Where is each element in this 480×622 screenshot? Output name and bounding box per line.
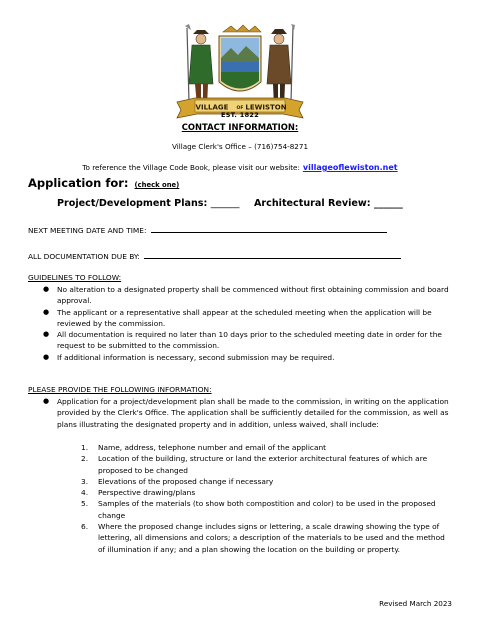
requirement-item: 4. Perspective drawing/plans <box>81 488 196 498</box>
revised-date: Revised March 2023 <box>379 599 452 608</box>
application-title: Application for: <box>28 176 129 190</box>
established-year: EST. 1822 <box>220 111 260 119</box>
requirements-list <box>81 442 451 555</box>
seal-banner-mid: OF <box>236 106 244 111</box>
option-project-label: Project/Development Plans: <box>57 198 208 209</box>
requirement-item: 2. Location of the building, structure or land the exterior architectural features of which are proposed to be changed <box>81 454 428 475</box>
documentation-due-field <box>28 251 401 261</box>
seal-banner-left: VILLAGE <box>195 103 229 112</box>
application-for-heading <box>28 176 179 190</box>
provide-intro-item: ● Application for a project/development plan shall be made to the commission, in writing on the application provided by the Clerk's Office. The application shall be sufficiently detailed for the commission, as well as plans illustrating the designated property and in addition, unless waived, shall include: <box>43 397 449 429</box>
requirement-item: 3. Elevations of the proposed change if necessary <box>81 476 274 486</box>
requirement-item: 5. Samples of the materials (to show both compostition and color) to be used in the proposed change <box>81 499 436 520</box>
provide-info-list <box>40 396 452 430</box>
documentation-due-label: ALL DOCUMENTATION DUE BY: <box>28 252 140 261</box>
option-architectural-review[interactable] <box>254 198 403 209</box>
application-title-note: (check one) <box>134 181 180 189</box>
option-project-blank[interactable]: ______ <box>210 198 240 209</box>
guideline-item: ● No alteration to a designated property shall be commenced without first obtaining commission and board approval. <box>43 285 449 306</box>
guideline-item: ● If additional information is necessary, second submission may be required. <box>43 352 335 362</box>
guideline-item: ● The applicant or a representative shall appear at the scheduled meeting when the application will be reviewed by the commission. <box>43 307 432 328</box>
contact-heading: CONTACT INFORMATION: <box>181 122 299 132</box>
requirement-item: 1. Name, address, telephone number and email of the applicant <box>81 443 327 452</box>
meeting-date-label: NEXT MEETING DATE AND TIME: <box>28 226 147 235</box>
option-arch-label: Architectural Review: <box>254 198 371 209</box>
meeting-date-field <box>28 225 387 235</box>
clerk-phone: Village Clerk's Office – (716)754-8271 <box>171 142 309 151</box>
seal-banner-right: LEWISTON <box>245 103 287 112</box>
requirement-item: 6. Where the proposed change includes signs or lettering, a scale drawing showing the type of lettering, all dimensions and colors; a description of the materials to be used and the method of illumination if any; and a plan showing the location on the building or property. <box>81 522 445 554</box>
codebook-text: To reference the Village Code Book, please visit our website: <box>82 163 300 172</box>
website-link[interactable]: villageoflewiston.net <box>302 163 398 172</box>
provide-info-heading: PLEASE PROVIDE THE FOLLOWING INFORMATION: <box>28 385 212 394</box>
codebook-line <box>0 163 480 172</box>
guidelines-heading: GUIDELINES TO FOLLOW: <box>28 273 122 282</box>
option-project-development[interactable] <box>57 198 239 209</box>
option-arch-blank[interactable]: ______ <box>373 198 403 209</box>
documentation-due-input-line[interactable] <box>144 251 401 259</box>
meeting-date-input-line[interactable] <box>151 225 387 233</box>
guideline-item: ● All documentation is required no later than 10 days prior to the scheduled meeting date in order for the request to be submitted to the commission. <box>43 330 442 351</box>
guidelines-list <box>40 284 452 363</box>
